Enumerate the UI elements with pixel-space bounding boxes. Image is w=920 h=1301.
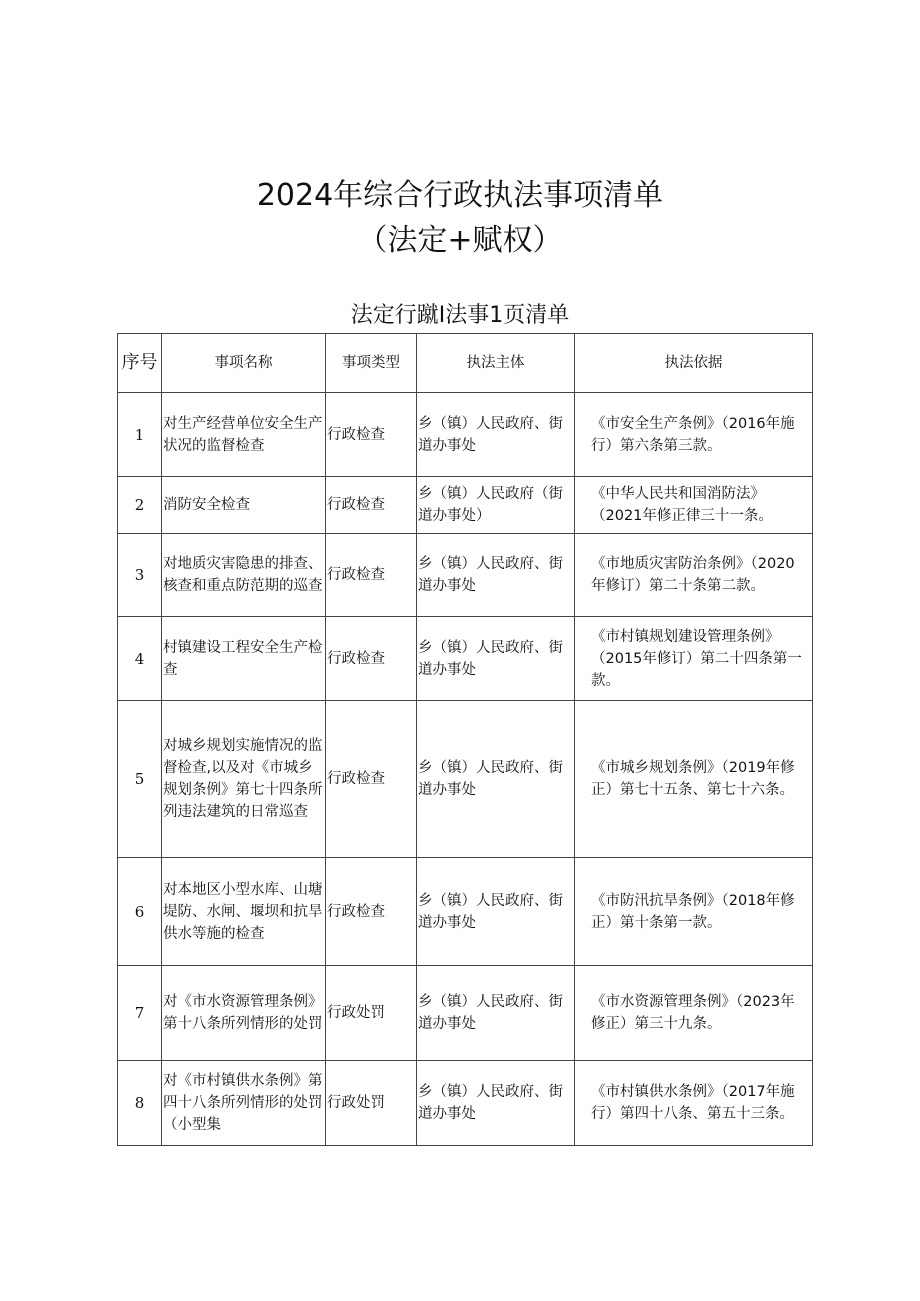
- item-name: 对《市村镇供水条例》第四十八条所列情形的处罚（小型集: [162, 1061, 326, 1146]
- item-type: 行政处罚: [326, 1061, 417, 1146]
- item-type: 行政处罚: [326, 966, 417, 1061]
- enforcement-subject: 乡（镇）人民政府、街道办事处: [417, 534, 575, 617]
- row-number: 2: [118, 477, 162, 534]
- item-name: 对城乡规划实施情况的监督检查,以及对《市城乡规划条例》第七十四条所列违法建筑的日常巡查: [162, 701, 326, 858]
- enforcement-subject: 乡（镇）人民政府、街道办事处: [417, 701, 575, 858]
- enforcement-subject: 乡（镇）人民政府、街道办事处: [417, 1061, 575, 1146]
- table-row: [118, 477, 813, 534]
- item-name: 对地质灾害隐患的排查、核查和重点防范期的巡查: [162, 534, 326, 617]
- table-row: [118, 393, 813, 477]
- item-name: 对生产经营单位安全生产状况的监督检查: [162, 393, 326, 477]
- table-row: [118, 617, 813, 701]
- row-number: 8: [118, 1061, 162, 1146]
- legal-basis: 《市防汛抗旱条例》（2018年修正）第十条第一款。: [575, 858, 813, 966]
- item-type: 行政检查: [326, 858, 417, 966]
- row-number: 1: [118, 393, 162, 477]
- legal-basis: 《市水资源管理条例》（2023年修正）第三十九条。: [575, 966, 813, 1061]
- legal-basis: 《市安全生产条例》（2016年施行）第六条第三款。: [575, 393, 813, 477]
- legal-basis: 《市村镇规划建设管理条例》（2015年修订）第二十四条第一款。: [575, 617, 813, 701]
- table-row: [118, 701, 813, 858]
- header-basis: 执法依据: [575, 334, 813, 393]
- row-number: 3: [118, 534, 162, 617]
- legal-basis: 《市城乡规划条例》（2019年修正）第七十五条、第七十六条。: [575, 701, 813, 858]
- header-seq: 序号: [118, 334, 162, 393]
- legal-basis: 《市村镇供水条例》（2017年施行）第四十八条、第五十三条。: [575, 1061, 813, 1146]
- item-type: 行政检查: [326, 617, 417, 701]
- table-row: [118, 1061, 813, 1146]
- item-name: 对本地区小型水库、山塘堤防、水闸、堰坝和抗旱供水等施的检查: [162, 858, 326, 966]
- enforcement-subject: 乡（镇）人民政府、街道办事处: [417, 393, 575, 477]
- row-number: 7: [118, 966, 162, 1061]
- header-subject: 执法主体: [417, 334, 575, 393]
- item-name: 消防安全检查: [162, 477, 326, 534]
- row-number: 6: [118, 858, 162, 966]
- section-title: 法定行蹴I法事1页清单: [350, 303, 570, 328]
- enforcement-subject: 乡（镇）人民政府、街道办事处: [417, 858, 575, 966]
- legal-basis: 《中华人民共和国消防法》（2021年修正律三十一条。: [575, 477, 813, 534]
- legal-basis: 《市地质灾害防治条例》（2020年修订）第二十条第二款。: [575, 534, 813, 617]
- table-header-row: [118, 334, 813, 393]
- header-type: 事项类型: [326, 334, 417, 393]
- row-number: 4: [118, 617, 162, 701]
- header-name: 事项名称: [162, 334, 326, 393]
- table-row: [118, 534, 813, 617]
- item-name: 村镇建设工程安全生产检查: [162, 617, 326, 701]
- enforcement-subject: 乡（镇）人民政府（街道办事处）: [417, 477, 575, 534]
- row-number: 5: [118, 701, 162, 858]
- enforcement-items-table: [117, 333, 813, 1146]
- enforcement-subject: 乡（镇）人民政府、街道办事处: [417, 617, 575, 701]
- table-row: [118, 858, 813, 966]
- item-type: 行政检查: [326, 477, 417, 534]
- item-type: 行政检查: [326, 534, 417, 617]
- document-title: 2024年综合行政执法事项清单: [256, 178, 664, 213]
- item-type: 行政检查: [326, 701, 417, 858]
- table-row: [118, 966, 813, 1061]
- item-name: 对《市水资源管理条例》第十八条所列情形的处罚: [162, 966, 326, 1061]
- item-type: 行政检查: [326, 393, 417, 477]
- enforcement-subject: 乡（镇）人民政府、街道办事处: [417, 966, 575, 1061]
- document-title-subline: （法定+赋权）: [357, 223, 563, 258]
